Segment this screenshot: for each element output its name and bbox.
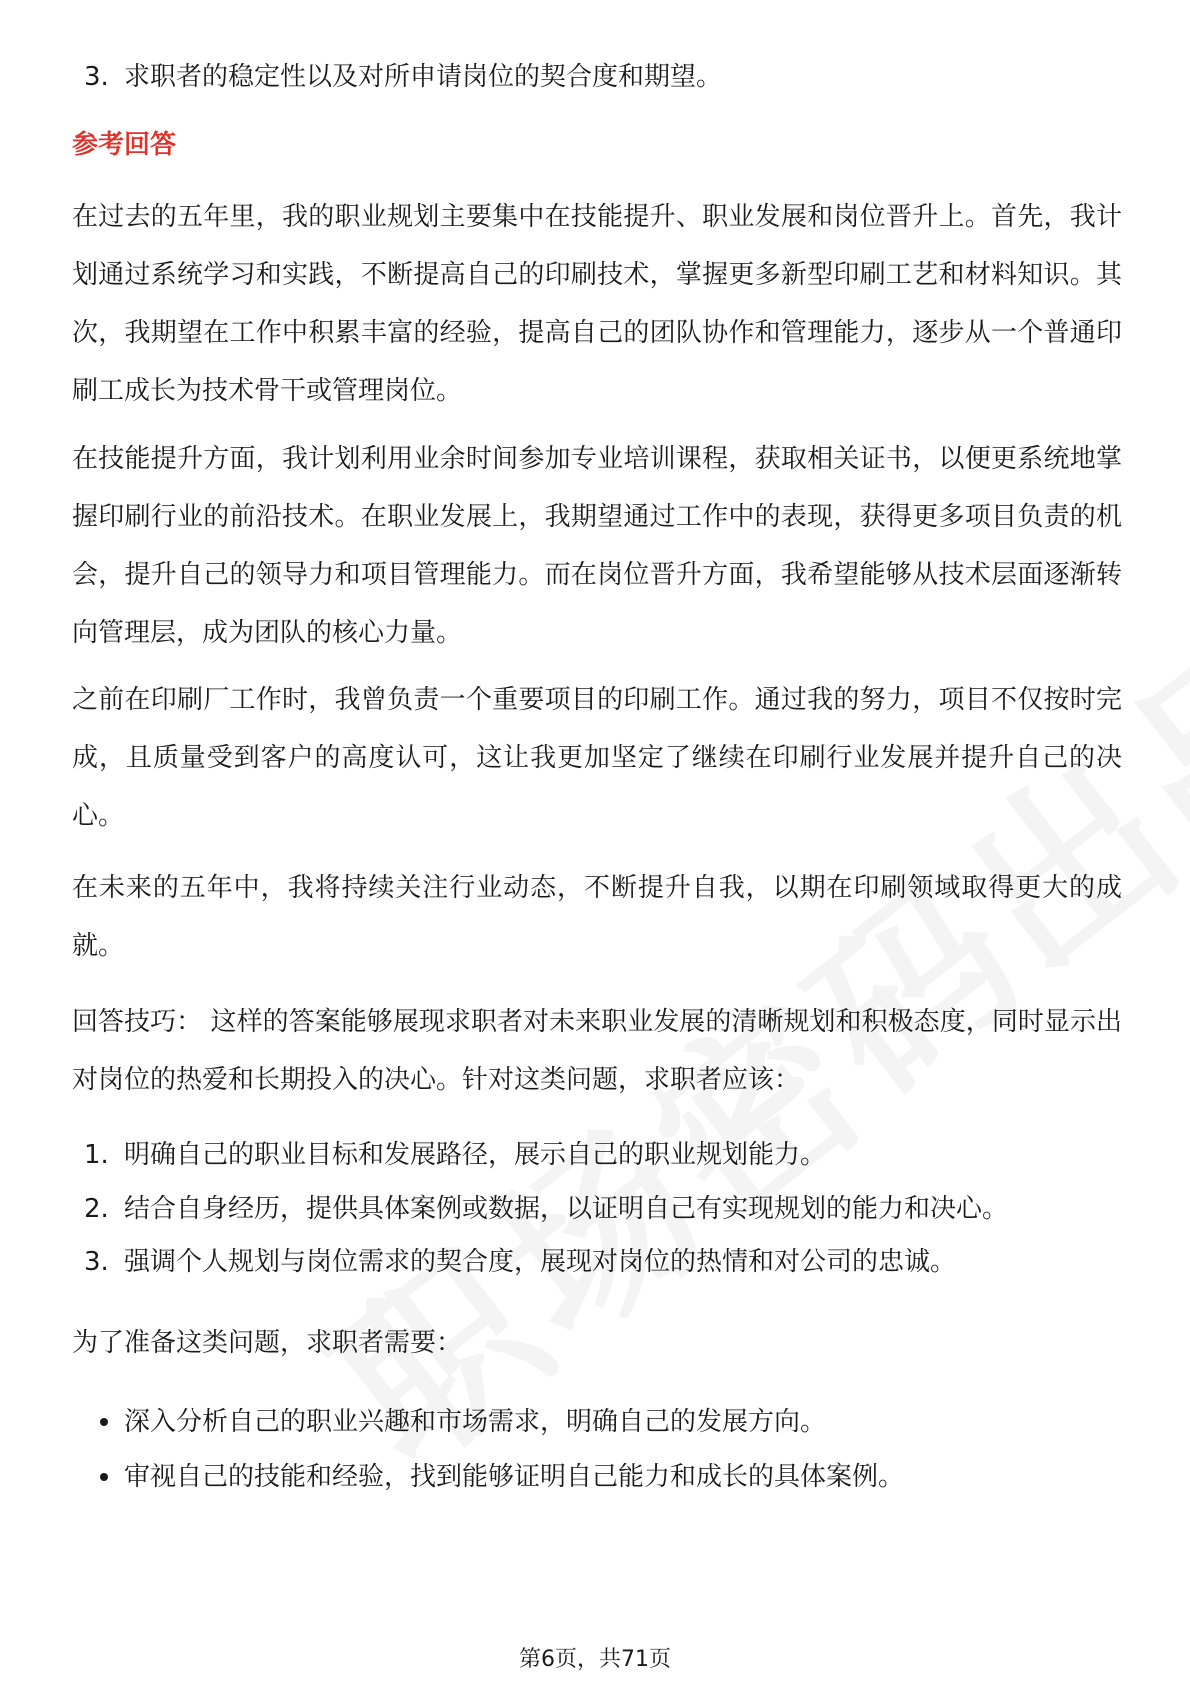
list-number: 3. xyxy=(84,62,109,92)
paragraph: 为了准备这类问题，求职者需要： xyxy=(72,1328,463,1358)
bullet-dot-icon xyxy=(100,1473,108,1481)
list-text: 结合自身经历，提供具体案例或数据，以证明自己有实现规划的能力和决心。 xyxy=(124,1194,1009,1224)
list-text: 求职者的稳定性以及对所申请岗位的契合度和期望。 xyxy=(124,62,723,92)
paragraph: 之前在印刷厂工作时，我曾负责一个重要项目的印刷工作。通过我的努力，项目不仅按时完成，且质量受到客户的高度认可，这让我更加坚定了继续在印刷行业发展并提升自己的决心。 xyxy=(72,685,1122,831)
section-title: 参考回答 xyxy=(72,130,177,160)
list-number: 2. xyxy=(84,1194,109,1224)
list-number: 1. xyxy=(84,1140,109,1170)
tips-paragraph: 回答技巧： 这样的答案能够展现求职者对未来职业发展的清晰规划和积极态度，同时显示出对岗位的热爱和长期投入的决心。针对这类问题，求职者应该： xyxy=(72,1007,1122,1095)
paragraph: 在技能提升方面，我计划利用业余时间参加专业培训课程，获取相关证书，以便更系统地掌握印刷行业的前沿技术。在职业发展上，我期望通过工作中的表现，获得更多项目负责的机会，提升自己的领导力和项目管理能力。而在岗位晋升方面，我希望能够从技术层面逐渐转向管理层，成为团队的核心力量。 xyxy=(72,444,1122,648)
list-number: 3. xyxy=(84,1247,109,1277)
bullet-text: 审视自己的技能和经验，找到能够证明自己能力和成长的具体案例。 xyxy=(124,1462,905,1492)
bullet-dot-icon xyxy=(100,1418,108,1426)
paragraph: 在未来的五年中，我将持续关注行业动态，不断提升自我，以期在印刷领域取得更大的成就。 xyxy=(72,873,1122,961)
paragraph: 在过去的五年里，我的职业规划主要集中在技能提升、职业发展和岗位晋升上。首先，我计划通过系统学习和实践，不断提高自己的印刷技术，掌握更多新型印刷工艺和材料知识。其次，我期望在工作中积累丰富的经验，提高自己的团队协作和管理能力，逐步从一个普通印刷工成长为技术骨干或管理岗位。 xyxy=(72,202,1122,406)
list-text: 强调个人规划与岗位需求的契合度，展现对岗位的热情和对公司的忠诚。 xyxy=(124,1247,957,1277)
list-text: 明确自己的职业目标和发展路径，展示自己的职业规划能力。 xyxy=(124,1140,827,1170)
page-footer: 第6页，共71页 xyxy=(519,1647,671,1672)
bullet-text: 深入分析自己的职业兴趣和市场需求，明确自己的发展方向。 xyxy=(124,1407,827,1437)
